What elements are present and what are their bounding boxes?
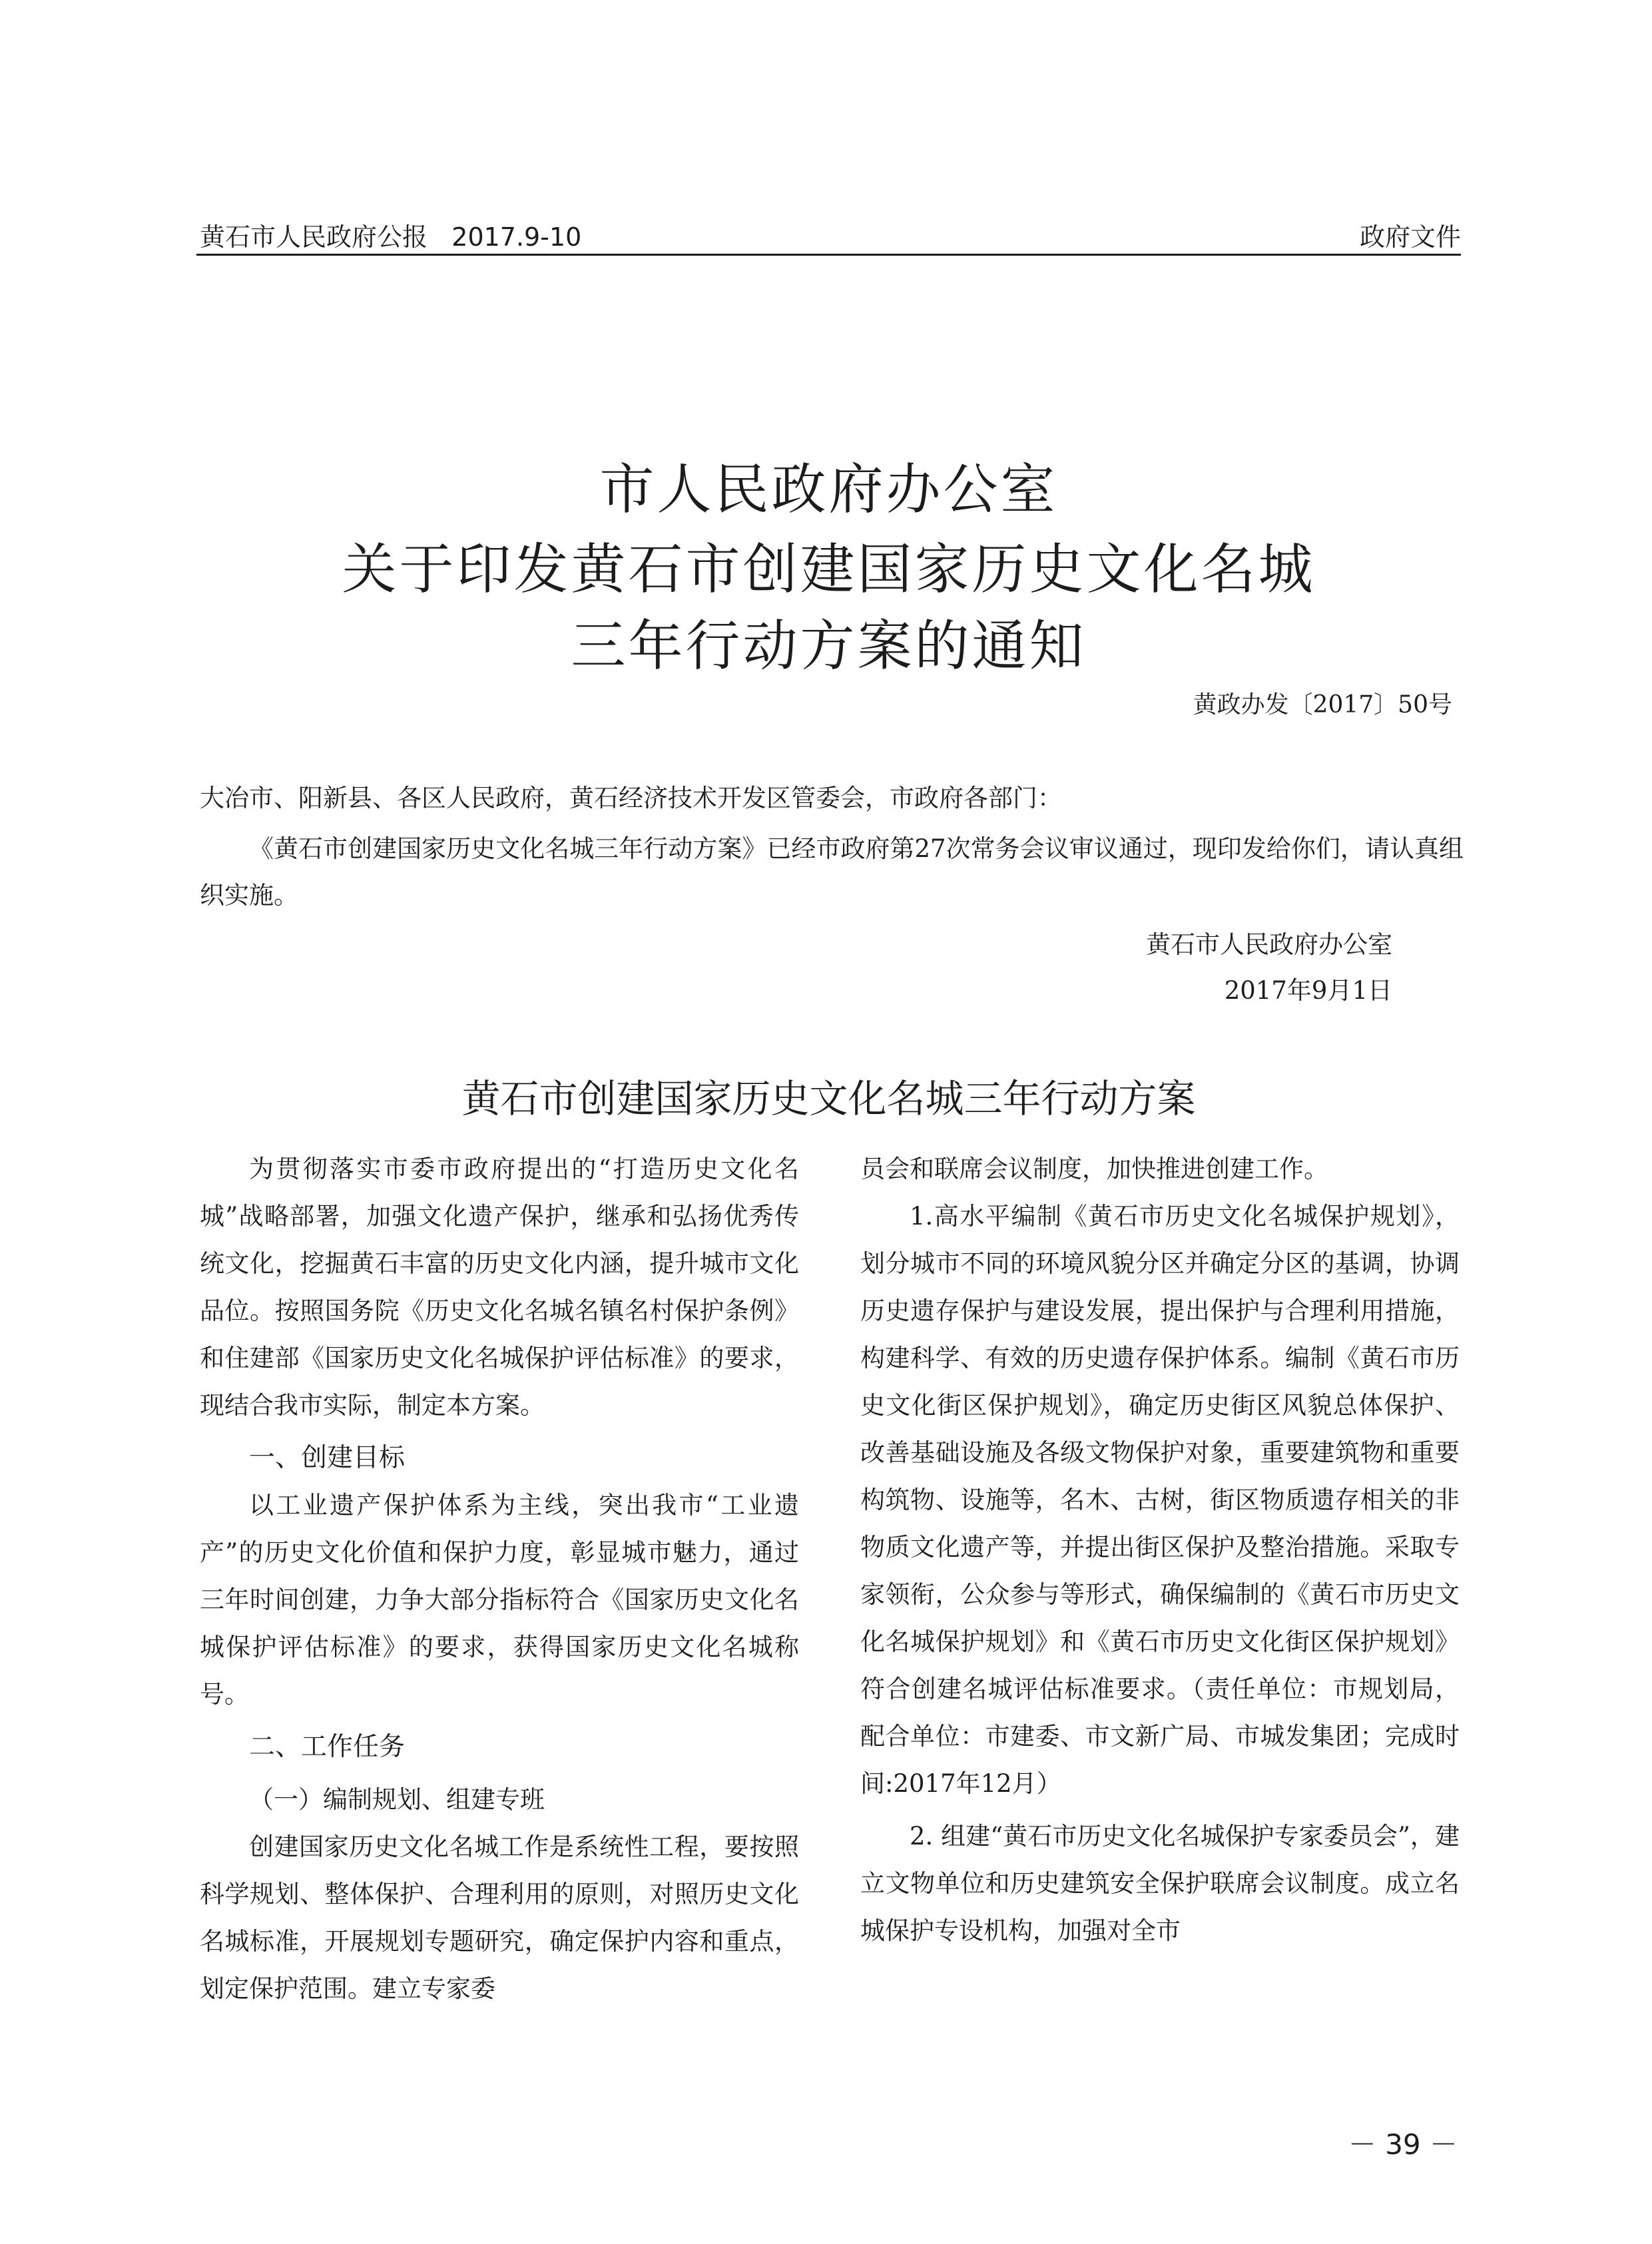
- signature-date: 2017年9月1日: [1224, 976, 1392, 1005]
- running-header-left: [200, 216, 581, 253]
- right-column: [860, 1145, 1460, 1954]
- subsection-planning-body: 创建国家历史文化名城工作是系统性工程，要按照科学规划、整体保护、合理利用的原则，对照历史文化名城标准，开展规划专题研究，确定保护内容和重点，划定保护范围。建立专家委: [200, 1832, 799, 2003]
- plan-title: 黄石市创建国家历史文化名城三年行动方案: [461, 1076, 1196, 1121]
- notice-title-line-1: 市人民政府办公室: [599, 458, 1058, 521]
- header-divider: [196, 254, 1461, 256]
- publication-name: 黄石市人民政府公报: [200, 222, 428, 252]
- section-goals-body: 以工业遗产保护体系为主线，突出我市“工业遗产”的历史文化价值和保护力度，彰显城市魅力，通过三年时间创建，力争大部分指标符合《国家历史文化名城保护评估标准》的要求，获得国家历史文化名城称号。: [200, 1491, 799, 1709]
- task-item-2: 2. 组建“黄石市历史文化名城保护专家委员会”，建立文物单位和历史建筑安全保护联席会议制度。成立名城保护专设机构，加强对全市: [860, 1822, 1460, 1945]
- section-heading-goals: 一、创建目标: [249, 1443, 406, 1473]
- notice-title-line-3: 三年行动方案的通知: [571, 615, 1087, 678]
- document-number: 黄政办发〔2017〕50号: [1193, 691, 1452, 718]
- plan-intro: 为贯彻落实市委市政府提出的“打造历史文化名城”战略部署，加强文化遗产保护，继承和弘扬优秀传统文化，挖掘黄石丰富的历史文化内涵，提升城市文化品位。按照国务院《历史文化名城名镇名村保护条例》和住建部《国家历史文化名城保护评估标准》的要求，现结合我市实际，制定本方案。: [200, 1155, 799, 1420]
- subsection-heading-planning: （一）编制规划、组建专班: [249, 1785, 545, 1814]
- signature-organization: 黄石市人民政府办公室: [1146, 930, 1392, 959]
- issue-number: 2017.9-10: [451, 222, 582, 252]
- section-heading-tasks: 二、工作任务: [249, 1732, 406, 1762]
- continued-paragraph: 员会和联席会议制度，加快推进创建工作。: [860, 1155, 1328, 1183]
- notice-title-line-2: 关于印发黄石市创建国家历史文化名城: [342, 538, 1316, 601]
- left-column: [200, 1145, 799, 2012]
- addressees: 大冶市、阳新县、各区人民政府，黄石经济技术开发区管委会，市政府各部门：: [200, 784, 1062, 812]
- task-item-1: 1.高水平编制《黄石市历史文化名城保护规划》，划分城市不同的环境风貌分区并确定分区的基调，协调历史遗存保护与建设发展，提出保护与合理利用措施，构建科学、有效的历史遗存保护体系。编制《黄石市历史文化街区保护规划》，确定历史街区风貌总体保护、改善基础设施及各级文物保护对象，重要建筑物和重要构筑物、设施等，名木、古树，街区物质遗存相关的非物质文化遗产等，并提出街区保护及整治措施。采取专家领衔，公众参与等形式，确保编制的《黄石市历史文化名城保护规划》和《黄石市历史文化街区保护规划》符合创建名城评估标准要求。（责任单位：市规划局，配合单位：市建委、市文新广局、市城发集团；完成时间:2017年12月）: [860, 1202, 1460, 1798]
- notice-body: 《黄石市创建国家历史文化名城三年行动方案》已经市政府第27次常务会议审议通过，现印发给你们，请认真组织实施。: [200, 834, 1464, 910]
- section-label: 政府文件: [1359, 222, 1461, 252]
- page-number: － 39 －: [1348, 2128, 1458, 2161]
